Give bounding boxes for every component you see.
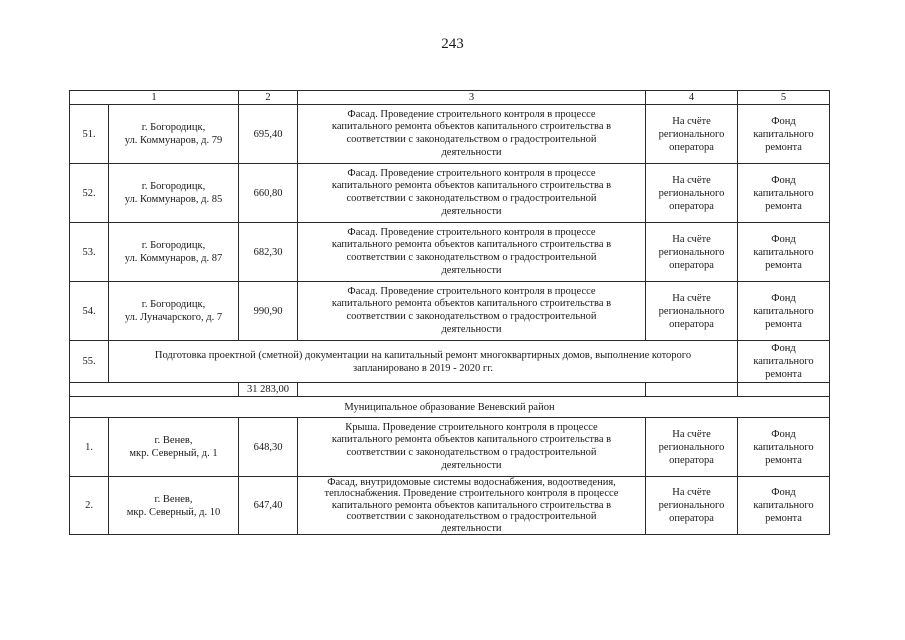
row-number: 2. — [70, 477, 109, 535]
column-header-5: 5 — [738, 91, 830, 105]
area-cell: 660,80 — [239, 164, 298, 223]
design-documentation-text: Подготовка проектной (сметной) документации на капитальный ремонт многоквартирных домов, выполнение которого запланировано в 2019 - 2020 гг. — [109, 341, 738, 383]
work-description: Фасад. Проведение строительного контроля в процессе капитального ремонта объектов капитального строительства в соответствии с законодательством о градостроительной деятельности — [298, 105, 646, 164]
address-city: г. Венев, — [154, 493, 193, 505]
row-number: 52. — [70, 164, 109, 223]
account-type-cell: На счёте регионального оператора — [646, 418, 738, 477]
column-header-1: 1 — [70, 91, 239, 105]
address-city: г. Богородицк, — [141, 240, 206, 251]
area-cell: 990,90 — [239, 282, 298, 341]
work-description: Крыша. Проведение строительного контроля в процессе капитального ремонта объектов капитального строительства в соответствии с законодательством о градостроительной деятельности — [298, 418, 646, 477]
work-description: Фасад. Проведение строительного контроля в процессе капитального ремонта объектов капитального строительства в соответствии с законодательством о градостроительной деятельности — [298, 164, 646, 223]
address-cell — [109, 223, 239, 282]
funding-source-cell: Фонд капитального ремонта — [738, 105, 830, 164]
table-row — [70, 164, 830, 223]
funding-source-cell: Фонд капитального ремонта — [738, 477, 830, 535]
repair-plan-table — [69, 90, 830, 535]
funding-source-cell: Фонд капитального ремонта — [738, 282, 830, 341]
address-street: мкр. Северный, д. 10 — [126, 506, 221, 518]
work-description: Фасад. Проведение строительного контроля в процессе капитального ремонта объектов капитального строительства в соответствии с законодательством о градостроительной деятельности — [298, 223, 646, 282]
area-cell: 682,30 — [239, 223, 298, 282]
area-cell: 647,40 — [239, 477, 298, 535]
account-type-cell: На счёте регионального оператора — [646, 282, 738, 341]
area-cell: 648,30 — [239, 418, 298, 477]
address-city: г. Венев, — [154, 435, 193, 446]
funding-source-cell: Фонд капитального ремонта — [738, 223, 830, 282]
row-number: 1. — [70, 418, 109, 477]
funding-source-cell: Фонд капитального ремонта — [738, 164, 830, 223]
address-cell — [109, 164, 239, 223]
account-type-cell: На счёте регионального оператора — [646, 477, 738, 535]
column-header-4: 4 — [646, 91, 738, 105]
address-street: ул. Луначарского, д. 7 — [124, 312, 223, 323]
address-street: ул. Коммунаров, д. 85 — [124, 194, 223, 205]
column-header-3: 3 — [298, 91, 646, 105]
address-cell — [109, 105, 239, 164]
total-row — [70, 383, 830, 397]
account-type-cell: На счёте регионального оператора — [646, 164, 738, 223]
address-cell — [109, 477, 239, 535]
address-city: г. Богородицк, — [141, 181, 206, 192]
table-row — [70, 418, 830, 477]
page-number: 243 — [441, 36, 464, 52]
table-row — [70, 477, 830, 535]
table-row — [70, 105, 830, 164]
address-city: г. Богородицк, — [141, 122, 206, 133]
table-row — [70, 282, 830, 341]
address-street: ул. Коммунаров, д. 79 — [124, 135, 223, 146]
address-street: ул. Коммунаров, д. 87 — [124, 253, 223, 264]
funding-source-cell: Фонд капитального ремонта — [738, 418, 830, 477]
area-cell: 695,40 — [239, 105, 298, 164]
column-header-2: 2 — [239, 91, 298, 105]
total-value: 31 283,00 — [239, 383, 298, 397]
section-title: Муниципальное образование Веневский район — [70, 397, 830, 418]
row-number: 54. — [70, 282, 109, 341]
row-number: 53. — [70, 223, 109, 282]
table-row — [70, 223, 830, 282]
design-documentation-row — [70, 341, 830, 383]
account-type-cell: На счёте регионального оператора — [646, 105, 738, 164]
row-number: 55. — [70, 341, 109, 383]
address-city: г. Богородицк, — [141, 299, 206, 310]
funding-source-cell: Фонд капитального ремонта — [738, 341, 830, 383]
work-description: Фасад. Проведение строительного контроля в процессе капитального ремонта объектов капитального строительства в соответствии с законодательством о градостроительной деятельности — [298, 282, 646, 341]
work-description: Фасад, внутридомовые системы водоснабжения, водоотведения, теплоснабжения. Проведение строительного контроля в процессе капитального ремонта объектов капитального строительства в соответствии с законодательством о градостроительной деятельности — [298, 477, 646, 535]
address-cell — [109, 418, 239, 477]
address-street: мкр. Северный, д. 1 — [129, 448, 218, 459]
section-header-row — [70, 397, 830, 418]
row-number: 51. — [70, 105, 109, 164]
column-number-row — [70, 91, 830, 105]
address-cell — [109, 282, 239, 341]
account-type-cell: На счёте регионального оператора — [646, 223, 738, 282]
